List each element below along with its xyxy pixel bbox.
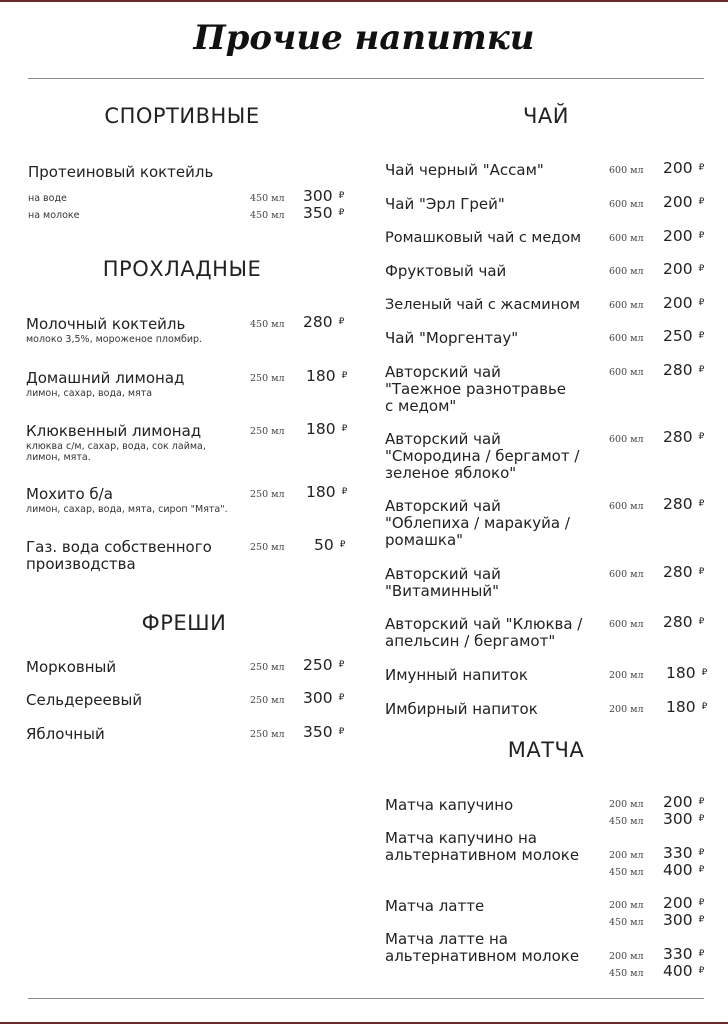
item-name: Яблочный [26, 725, 105, 743]
ruble-icon: ₽ [701, 668, 708, 678]
ruble-icon: ₽ [698, 797, 705, 807]
item-price: 280 ₽ [663, 563, 705, 581]
menu-item [26, 692, 246, 709]
item-price: 400 ₽ [663, 861, 705, 879]
item-name: Имунный напиток [385, 666, 528, 684]
variant-price: 300 ₽ [303, 187, 345, 205]
page-title: Прочие напитки [193, 18, 535, 58]
item-name: Имбирный напиток [385, 700, 538, 718]
ruble-icon: ₽ [338, 208, 345, 218]
menu-item [385, 701, 610, 718]
ruble-icon: ₽ [338, 693, 345, 703]
item-price: 200 ₽ [663, 793, 705, 811]
ruble-icon: ₽ [698, 231, 705, 241]
item-volume: 200 мл [609, 850, 644, 861]
item-price: 180 ₽ [306, 483, 348, 501]
item-volume: 200 мл [609, 704, 644, 715]
item-volume: 250 мл [250, 695, 285, 706]
menu-item [385, 230, 610, 247]
menu-item [385, 797, 610, 814]
item-price: 330 ₽ [663, 945, 705, 963]
ruble-icon: ₽ [698, 197, 705, 207]
item-volume: 450 мл [609, 867, 644, 878]
menu-item [26, 726, 246, 743]
item-volume: 600 мл [609, 233, 644, 244]
ruble-icon: ₽ [701, 702, 708, 712]
item-price: 280 ₽ [663, 428, 705, 446]
item-name: Фруктовый чай [385, 262, 507, 280]
item-price: 250 ₽ [303, 656, 345, 674]
item-price: 300 ₽ [663, 911, 705, 929]
menu-item-protein [28, 164, 258, 181]
item-volume: 200 мл [609, 799, 644, 810]
item-volume: 600 мл [609, 434, 644, 445]
ruble-icon: ₽ [698, 331, 705, 341]
ruble-icon: ₽ [698, 966, 705, 976]
section-title-cool: ПРОХЛАДНЫЕ [102, 257, 262, 281]
item-volume: 600 мл [609, 619, 644, 630]
menu-item [26, 486, 252, 515]
item-description: лимон, сахар, вода, мята, сироп "Мята". [26, 504, 228, 515]
item-volume: 450 мл [609, 917, 644, 928]
item-name: Клюквенный лимонад [26, 422, 202, 440]
ruble-icon: ₽ [698, 865, 705, 875]
menu-item [385, 931, 610, 965]
ruble-icon: ₽ [698, 264, 705, 274]
item-volume: 600 мл [609, 569, 644, 580]
item-price: 200 ₽ [663, 260, 705, 278]
section-title-tea: ЧАЙ [523, 104, 569, 128]
menu-item [385, 431, 610, 482]
item-name: Зеленый чай с жасмином [385, 297, 581, 313]
menu-item [26, 370, 252, 399]
item-volume: 600 мл [609, 501, 644, 512]
ruble-icon: ₽ [698, 499, 705, 509]
variant-label: на воде [28, 193, 67, 204]
item-name: Чай черный "Ассам" [385, 161, 544, 179]
item-volume: 250 мл [250, 373, 285, 384]
item-name: Авторский чай "Облепиха / маракуйа / ромашка" [385, 497, 570, 549]
item-volume: 600 мл [609, 333, 644, 344]
menu-item [385, 297, 610, 314]
item-name: Молочный коктейль [26, 315, 186, 333]
item-price: 180 ₽ [666, 664, 708, 682]
menu-item [385, 667, 610, 684]
item-name: Матча капучино [385, 796, 514, 814]
section-title-fresh: ФРЕШИ [141, 611, 227, 635]
item-name: Чай "Моргентау" [385, 329, 519, 347]
variant-price: 350 ₽ [303, 204, 345, 222]
item-price: 180 ₽ [666, 698, 708, 716]
menu-item [385, 196, 610, 213]
item-name: Домашний лимонад [26, 369, 185, 387]
item-volume: 250 мл [250, 729, 285, 740]
item-volume: 600 мл [609, 199, 644, 210]
variant-volume: 450 мл [250, 193, 285, 204]
item-name: Чай "Эрл Грей" [385, 195, 505, 213]
item-description: молоко 3,5%, мороженое пломбир. [26, 334, 203, 345]
item-volume: 250 мл [250, 489, 285, 500]
item-volume: 600 мл [609, 367, 644, 378]
ruble-icon: ₽ [341, 487, 348, 497]
item-price: 280 ₽ [663, 361, 705, 379]
menu-item [385, 616, 610, 650]
item-volume: 200 мл [609, 951, 644, 962]
item-price: 50 ₽ [314, 536, 346, 554]
item-price: 180 ₽ [306, 367, 348, 385]
item-name: Мохито б/а [26, 485, 113, 503]
ruble-icon: ₽ [338, 317, 345, 327]
item-volume: 600 мл [609, 300, 644, 311]
menu-item [385, 498, 610, 549]
menu-item [385, 263, 610, 280]
menu-item [385, 566, 610, 600]
ruble-icon: ₽ [341, 371, 348, 381]
item-volume: 250 мл [250, 542, 285, 553]
menu-item [26, 539, 252, 573]
item-price: 300 ₽ [303, 689, 345, 707]
ruble-icon: ₽ [698, 617, 705, 627]
ruble-icon: ₽ [698, 163, 705, 173]
ruble-icon: ₽ [698, 814, 705, 824]
item-name: Авторский чай "Смородина / бергамот / зеленое яблоко" [385, 430, 580, 482]
menu-item [26, 659, 246, 676]
item-name: Морковный [26, 658, 117, 676]
item-volume: 250 мл [250, 426, 285, 437]
item-name: Матча латте [385, 897, 485, 915]
menu-item [385, 162, 610, 179]
ruble-icon: ₽ [338, 191, 345, 201]
item-name: Ромашковый чай с медом [385, 230, 582, 246]
ruble-icon: ₽ [698, 898, 705, 908]
ruble-icon: ₽ [698, 567, 705, 577]
menu-item [385, 830, 610, 864]
item-name: Сельдереевый [26, 691, 143, 709]
item-price: 280 ₽ [663, 495, 705, 513]
item-volume: 200 мл [609, 670, 644, 681]
item-name: Матча латте на альтернативном молоке [385, 930, 580, 965]
item-volume: 200 мл [609, 900, 644, 911]
menu-item [385, 330, 610, 347]
item-price: 330 ₽ [663, 844, 705, 862]
ruble-icon: ₽ [698, 432, 705, 442]
item-description: лимон, сахар, вода, мята [26, 388, 153, 399]
section-title-sport: СПОРТИВНЫЕ [104, 104, 260, 128]
item-price: 250 ₽ [663, 327, 705, 345]
ruble-icon: ₽ [698, 298, 705, 308]
item-price: 200 ₽ [663, 159, 705, 177]
item-price: 200 ₽ [663, 227, 705, 245]
ruble-icon: ₽ [338, 660, 345, 670]
item-volume: 600 мл [609, 165, 644, 176]
item-volume: 450 мл [609, 968, 644, 979]
item-price: 280 ₽ [663, 613, 705, 631]
variant-volume: 450 мл [250, 210, 285, 221]
variant-label: на молоке [28, 210, 80, 221]
item-name: Авторский чай "Таежное разнотравье с медом" [385, 363, 567, 415]
ruble-icon: ₽ [338, 727, 345, 737]
ruble-icon: ₽ [341, 424, 348, 434]
item-price: 400 ₽ [663, 962, 705, 980]
item-volume: 450 мл [609, 816, 644, 827]
ruble-icon: ₽ [698, 848, 705, 858]
item-price: 200 ₽ [663, 193, 705, 211]
item-volume: 600 мл [609, 266, 644, 277]
item-price: 300 ₽ [663, 810, 705, 828]
item-name: Газ. вода собственного производства [26, 538, 212, 573]
ruble-icon: ₽ [339, 540, 346, 550]
item-name: Протеиновый коктейль [28, 163, 214, 181]
item-volume: 450 мл [250, 319, 285, 330]
menu-item [385, 898, 610, 915]
item-price: 280 ₽ [303, 313, 345, 331]
ruble-icon: ₽ [698, 915, 705, 925]
menu-item [26, 423, 252, 463]
item-price: 350 ₽ [303, 723, 345, 741]
top-border [0, 0, 728, 2]
ruble-icon: ₽ [698, 365, 705, 375]
item-price: 200 ₽ [663, 294, 705, 312]
menu-item [385, 364, 610, 415]
section-title-matcha: МАТЧА [507, 738, 585, 762]
top-divider [28, 78, 704, 79]
item-description: клюква с/м, сахар, вода, сок лайма, лимон, мята. [26, 441, 206, 463]
item-name: Авторский чай "Витаминный" [385, 565, 501, 600]
item-name: Матча капучино на альтернативном молоке [385, 829, 580, 864]
menu-item [26, 316, 252, 345]
ruble-icon: ₽ [698, 949, 705, 959]
item-name: Авторский чай "Клюква / апельсин / бергамот" [385, 615, 583, 650]
item-price: 200 ₽ [663, 894, 705, 912]
bottom-divider [28, 998, 704, 999]
item-price: 180 ₽ [306, 420, 348, 438]
item-volume: 250 мл [250, 662, 285, 673]
